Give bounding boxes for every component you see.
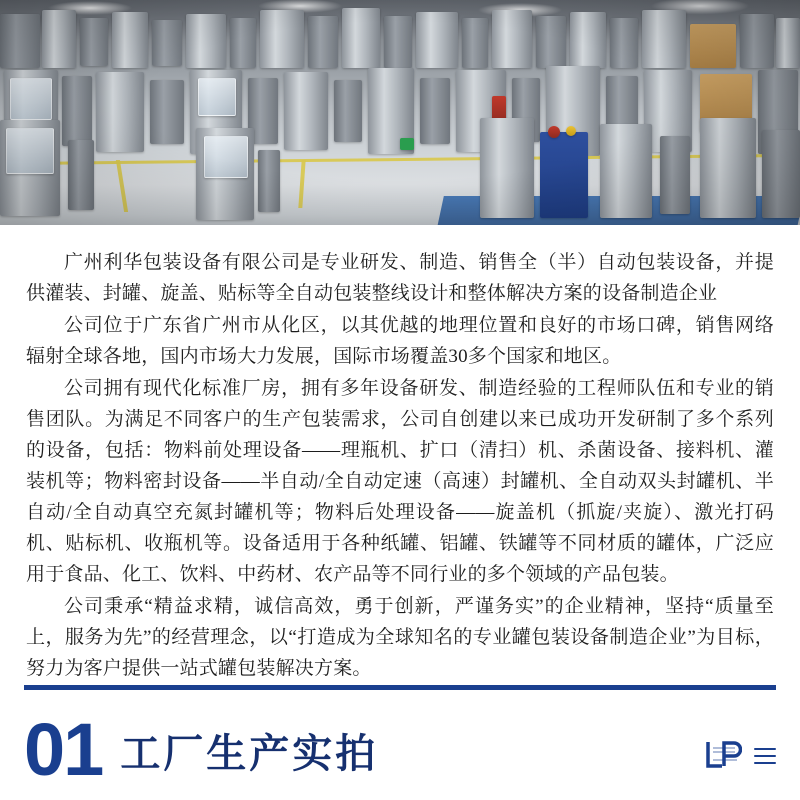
section-number: 01 <box>24 707 103 791</box>
hamburger-menu-icon[interactable] <box>754 748 776 764</box>
factory-photo <box>0 0 800 225</box>
brand-mark <box>704 739 776 773</box>
company-logo <box>704 739 742 773</box>
paragraph-products: 公司拥有现代化标准厂房，拥有多年设备研发、制造经验的工程师队伍和专业的销售团队。为满足不同客户的生产包装需求，公司自创建以来已成功开发研制了多个系列的设备，包括：物料前处理设备——理瓶机、扩口（清扫）机、杀菌设备、接料机、灌装机等；物料密封设备——半自动/全自动定速（高速）封罐机、全自动双头封罐机、半自动/全自动真空充氮封罐机等；物料后处理设备——旋盖机（抓旋/夹旋）、激光打码机、贴标机、收瓶机等。设备适用于各种纸罐、铝罐、铁罐等不同材质的罐体，广泛应用于食品、化工、饮料、中药材、农产品等不同行业的多个领域的产品包装。 <box>26 378 774 586</box>
paragraph-values: 公司秉承“精益求精，诚信高效，勇于创新，严谨务实”的企业精神，坚持“质量至上，服务为先”的经营理念，以“打造成为全球知名的专业罐包装设备制造企业”为目标，努力为客户提供一站式罐包装解决方案。 <box>26 596 774 680</box>
section-header <box>0 685 800 800</box>
section-divider <box>24 685 776 690</box>
paragraph-intro: 广州利华包装设备有限公司是专业研发、制造、销售全（半）自动包装设备，并提供灌装、封罐、旋盖、贴标等全自动包装整线设计和整体解决方案的设备制造企业 <box>26 252 774 305</box>
company-description <box>0 225 800 685</box>
section-title: 工厂生产实拍 <box>120 731 379 777</box>
paragraph-location: 公司位于广东省广州市从化区，以其优越的地理位置和良好的市场口碑，销售网络辐射全球各地，国内市场大力发展，国际市场覆盖30多个国家和地区。 <box>26 315 774 368</box>
hero-image <box>0 0 800 225</box>
